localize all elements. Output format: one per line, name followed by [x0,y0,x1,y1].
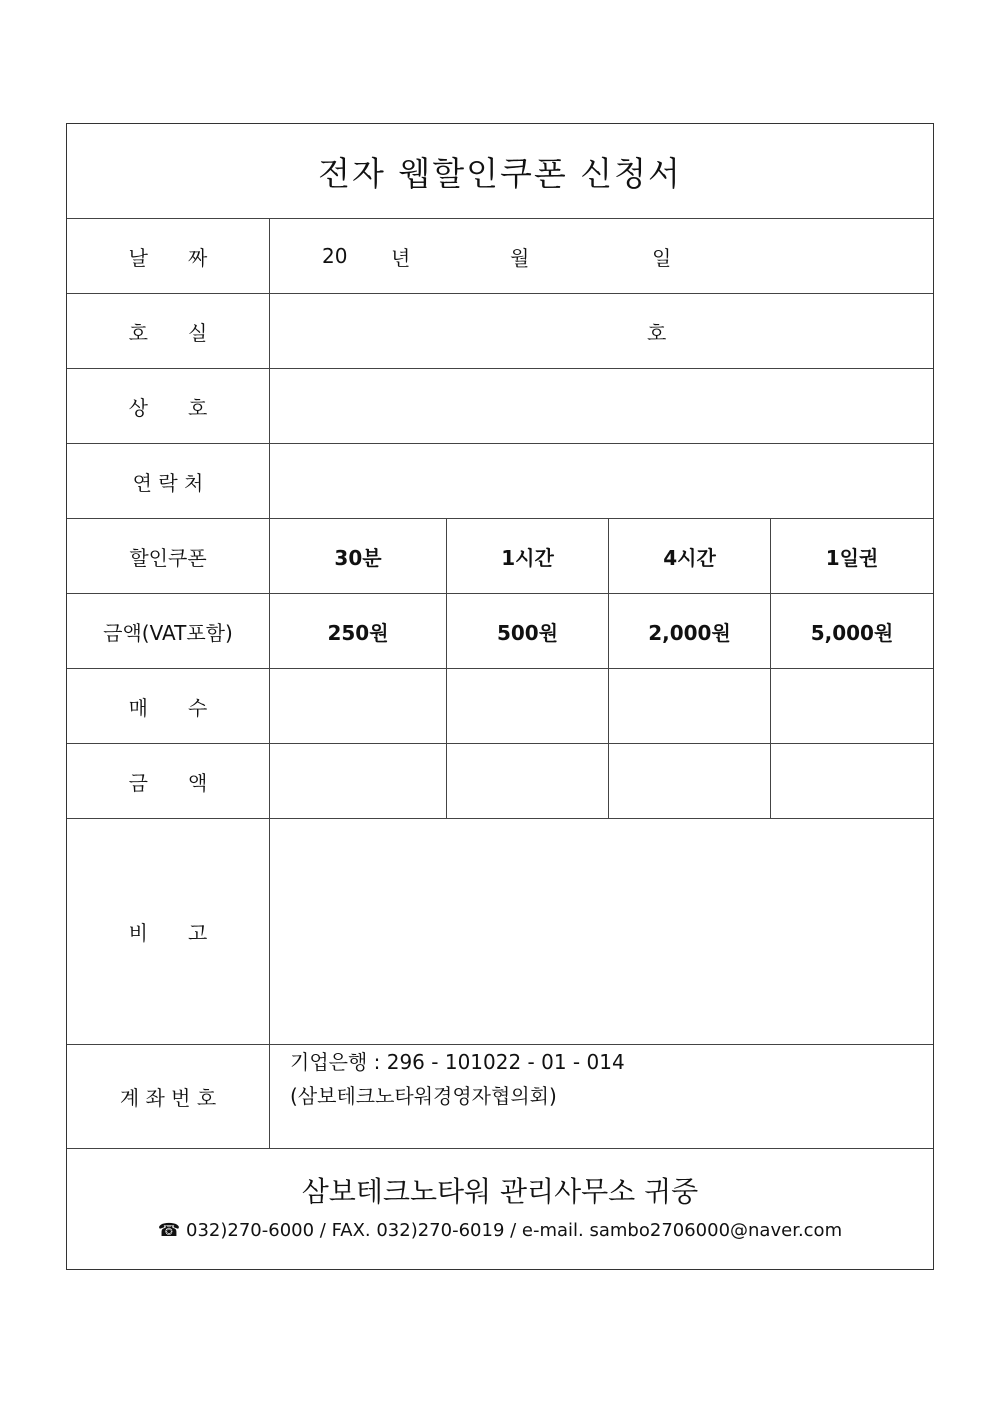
amount-row [67,744,933,819]
amount-4hour-field[interactable] [609,744,771,818]
count-30min-field[interactable] [270,669,447,743]
application-form [66,123,934,1270]
office-name: 삼보테크노타워 관리사무소 귀중 [301,1175,699,1208]
year-unit: 년 [391,245,411,270]
note-field[interactable] [270,819,933,1044]
price-30min: 250원 [270,594,447,668]
amount-label: 금 액 [67,744,270,818]
count-label: 매 수 [67,669,270,743]
account-holder: (삼보테크노타워경영자협의회) [290,1084,557,1108]
coupon-row [67,519,933,594]
price-4hour: 2,000원 [609,594,771,668]
date-field[interactable] [270,219,933,293]
date-row [67,219,933,294]
company-field[interactable] [270,369,933,443]
room-unit: 호 [647,320,667,345]
price-row [67,594,933,669]
contact-row [67,444,933,519]
contact-label: 연 락 처 [67,444,270,518]
coupon-label: 할인쿠폰 [67,519,270,593]
coupon-type-30min: 30분 [270,519,447,593]
count-4hour-field[interactable] [609,669,771,743]
price-label: 금액(VAT포함) [67,594,270,668]
form-footer [67,1146,933,1269]
account-row [67,1045,933,1149]
count-1hour-field[interactable] [447,669,609,743]
price-1day: 5,000원 [810,620,894,645]
amount-30min-field[interactable] [270,744,447,818]
account-info [270,1045,933,1148]
company-row [67,369,933,444]
date-label: 날 짜 [67,219,270,293]
coupon-type-1hour: 1시간 [447,519,609,593]
account-bank-number: 기업은행 : 296 - 101022 - 01 - 014 [290,1050,625,1074]
coupon-type-1day: 1일권 [825,545,879,570]
note-label: 비 고 [67,819,270,1044]
count-row [67,669,933,744]
amount-1day-field[interactable] [771,744,933,818]
room-field[interactable] [270,294,933,368]
coupon-type-4hour: 4시간 [609,519,771,593]
month-unit: 월 [510,245,530,270]
day-unit: 일 [652,245,672,270]
price-1hour: 500원 [447,594,609,668]
form-title: 전자 웹할인쿠폰 신청서 [318,153,682,193]
contact-field[interactable] [270,444,933,518]
year-prefix: 20 [322,244,348,268]
note-row [67,819,933,1045]
room-row [67,294,933,369]
count-1day-field[interactable] [771,669,933,743]
room-label: 호 실 [67,294,270,368]
company-label: 상 호 [67,369,270,443]
contact-info: ☎ 032)270-6000 / FAX. 032)270-6019 / e-mail. sambo2706000@naver.com [157,1220,843,1241]
title-row [67,124,933,219]
amount-1hour-field[interactable] [447,744,609,818]
account-label: 계 좌 번 호 [67,1045,270,1148]
